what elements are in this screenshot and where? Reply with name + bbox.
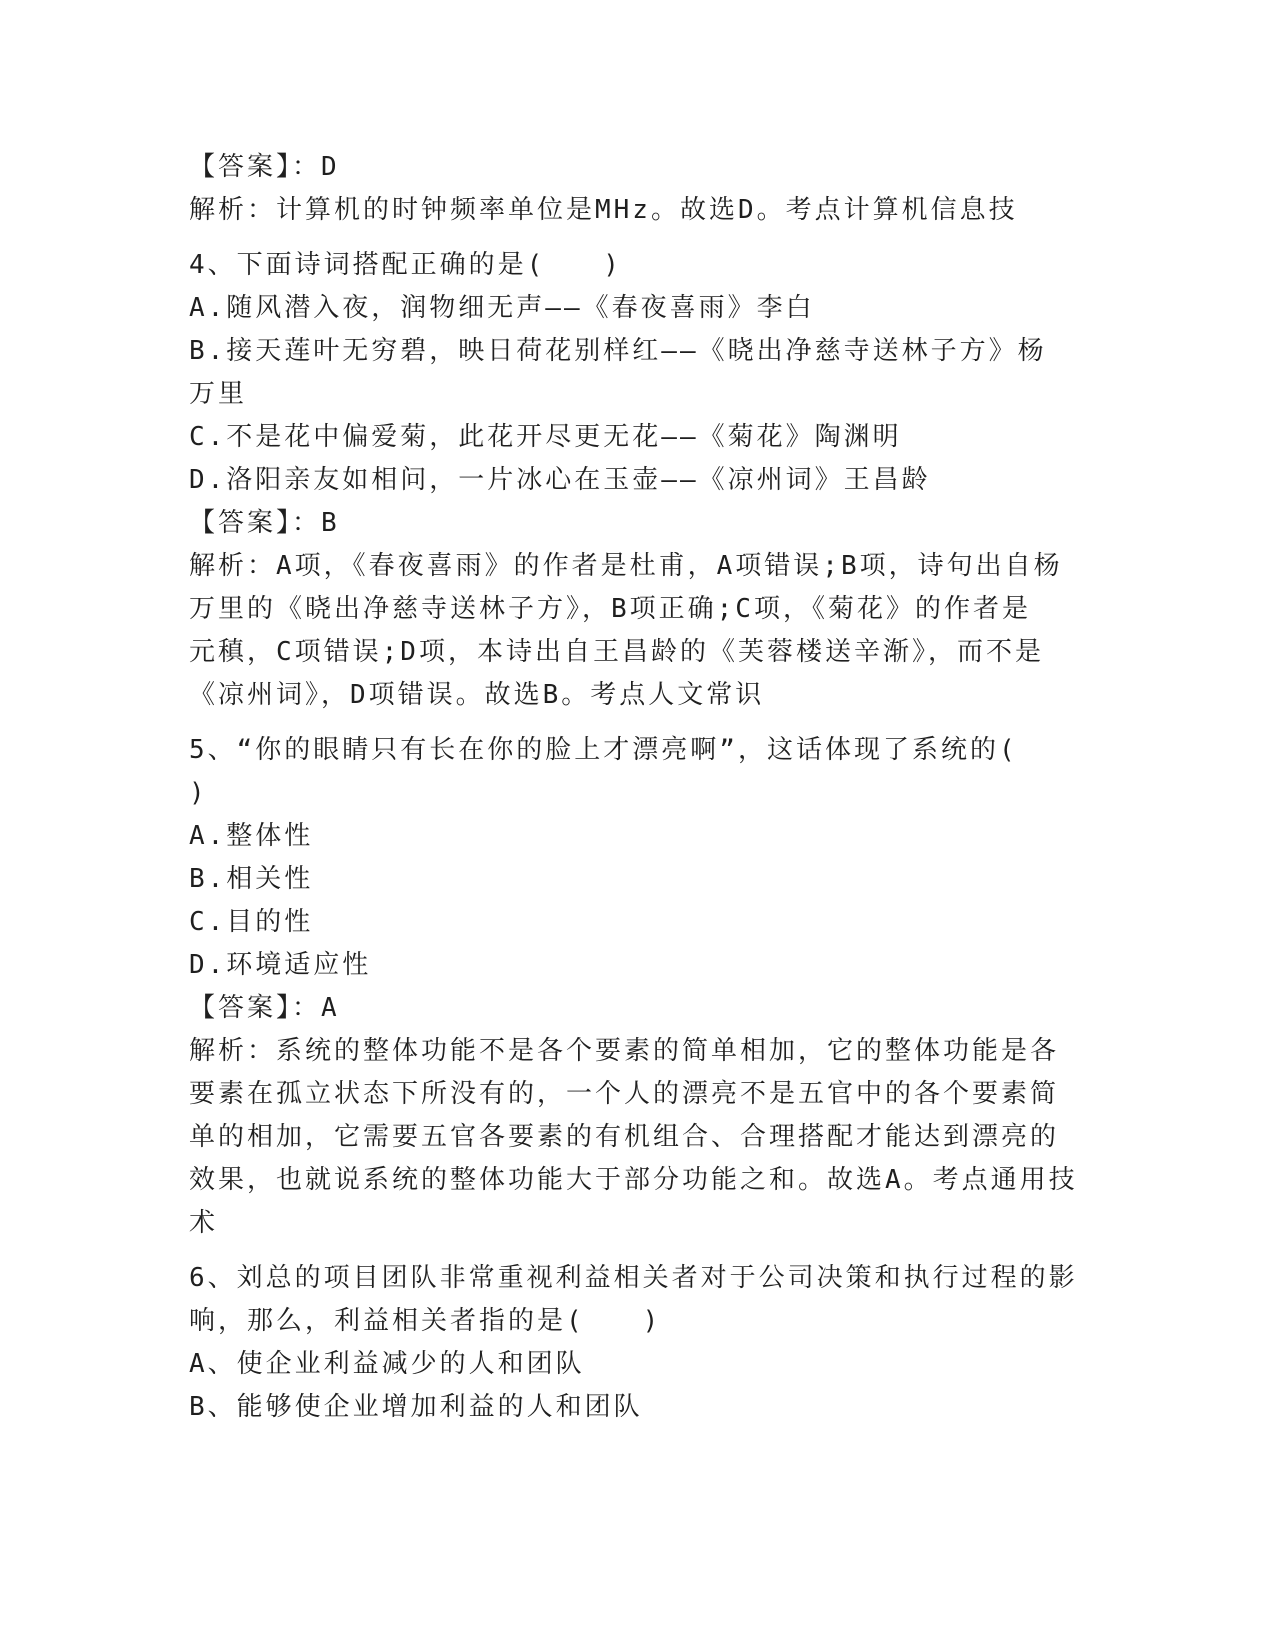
answer-label: 【答案】：A <box>189 993 340 1023</box>
answer-label: 【答案】：B <box>189 508 340 538</box>
question-block-4 <box>189 244 1089 717</box>
question-stem: 4、下面诗词搭配正确的是( ) <box>189 250 622 280</box>
document-content <box>189 146 1089 1429</box>
explanation-line: 万里的《晓出净慈寺送林子方》，B项正确;C项，《菊花》的作者是 <box>189 594 1031 624</box>
option-b-continued: 万里 <box>189 379 248 409</box>
explanation-line: 解析：A项，《春夜喜雨》的作者是杜甫，A项错误;B项，诗句出自杨 <box>189 551 1063 581</box>
question-stem-continued: 响，那么，利益相关者指的是( ) <box>189 1306 662 1336</box>
option-c: C.目的性 <box>189 907 314 937</box>
option-d: D.洛阳亲友如相问，一片冰心在玉壶——《凉州词》王昌龄 <box>189 465 931 495</box>
explanation-line: 术 <box>189 1208 219 1238</box>
option-a: A、使企业利益减少的人和团队 <box>189 1349 585 1379</box>
option-b: B.相关性 <box>189 864 314 894</box>
option-d: D.环境适应性 <box>189 950 372 980</box>
explanation-line: 效果，也就说系统的整体功能大于部分功能之和。故选A。考点通用技 <box>189 1165 1078 1195</box>
explanation-line: 元稹，C项错误;D项，本诗出自王昌龄的《芙蓉楼送辛渐》，而不是 <box>189 637 1044 667</box>
explanation-line: 《凉州词》，D项错误。故选B。考点人文常识 <box>189 680 765 710</box>
explanation-line: 解析：计算机的时钟频率单位是MHz。故选D。考点计算机信息技 <box>189 195 1018 225</box>
option-c: C.不是花中偏爱菊，此花开尽更无花——《菊花》陶渊明 <box>189 422 902 452</box>
option-b: B.接天莲叶无穷碧，映日荷花别样红——《晓出净慈寺送林子方》杨 <box>189 336 1047 366</box>
question-block-5 <box>189 729 1089 1245</box>
explanation-line: 解析：系统的整体功能不是各个要素的简单相加，它的整体功能是各 <box>189 1036 1060 1066</box>
question-stem-continued: ) <box>189 778 208 808</box>
option-b: B、能够使企业增加利益的人和团队 <box>189 1392 643 1422</box>
answer-label: 【答案】：D <box>189 152 340 182</box>
option-a: A.随风潜入夜，润物细无声——《春夜喜雨》李白 <box>189 293 815 323</box>
explanation-line: 单的相加，它需要五官各要素的有机组合、合理搭配才能达到漂亮的 <box>189 1122 1060 1152</box>
answer-block-3 <box>189 146 1089 232</box>
question-block-6 <box>189 1257 1089 1429</box>
question-stem: 6、刘总的项目团队非常重视利益相关者对于公司决策和执行过程的影 <box>189 1263 1078 1293</box>
question-stem: 5、“你的眼睛只有长在你的脸上才漂亮啊”，这话体现了系统的( <box>189 735 1018 765</box>
option-a: A.整体性 <box>189 821 314 851</box>
explanation-line: 要素在孤立状态下所没有的，一个人的漂亮不是五官中的各个要素简 <box>189 1079 1060 1109</box>
